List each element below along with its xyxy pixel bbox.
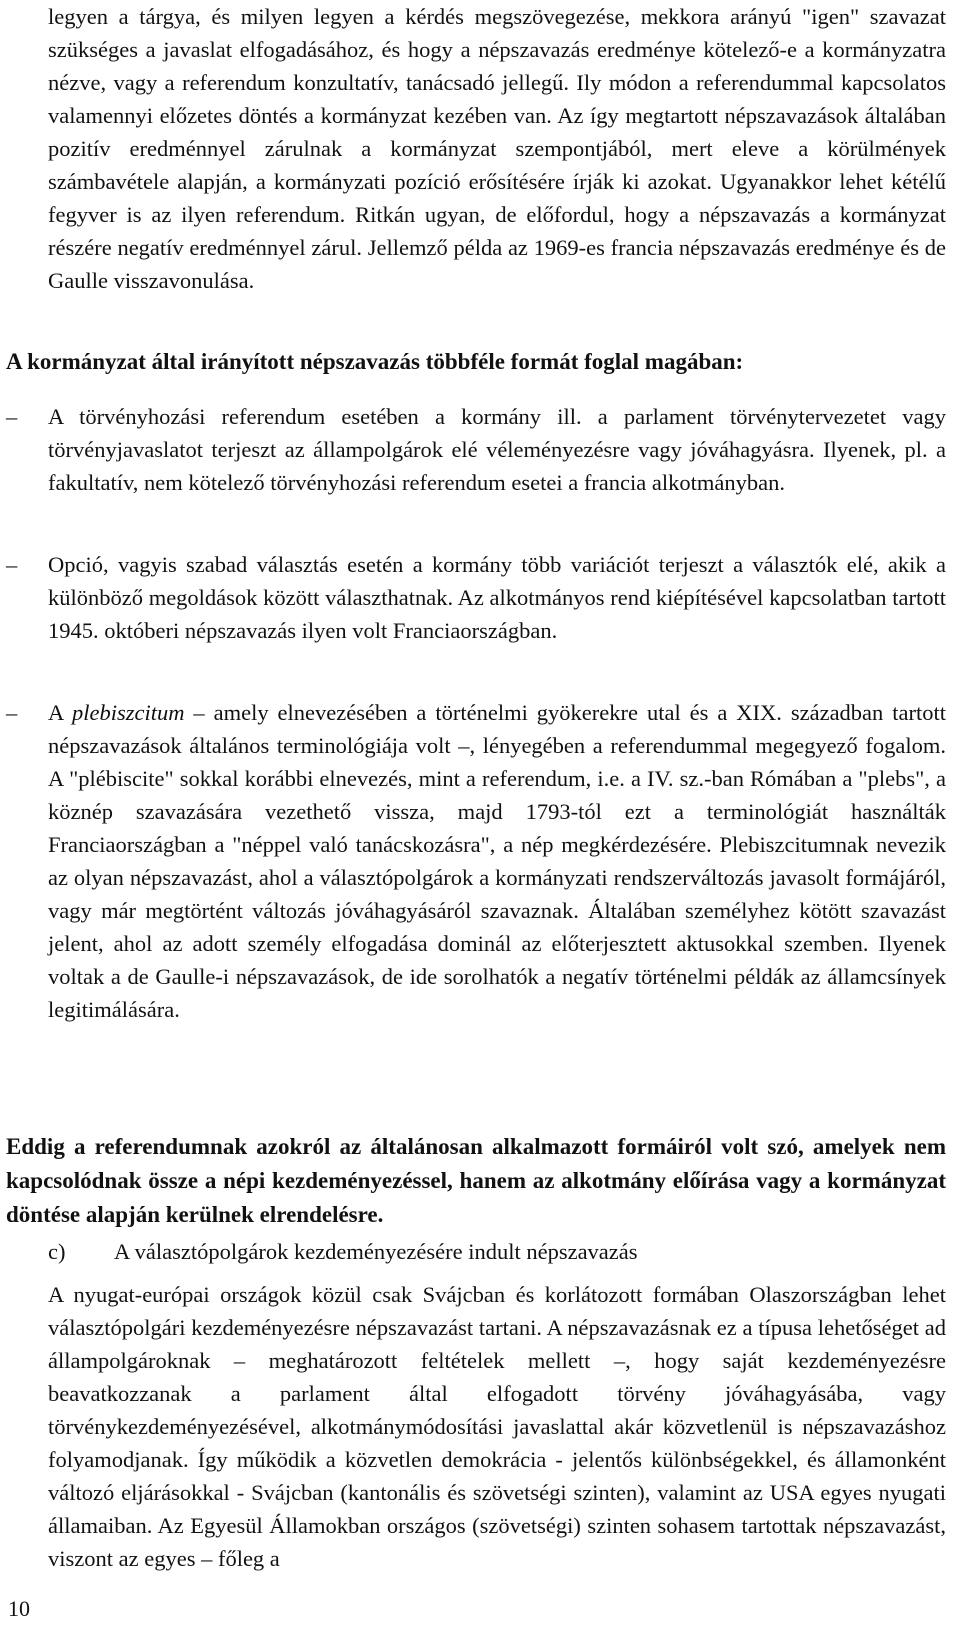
bullet-3-text <box>48 696 946 1026</box>
page-number: 10 <box>8 1596 30 1621</box>
bullet-dash-3: – <box>6 700 18 725</box>
section-c-label: c) <box>48 1239 66 1264</box>
final-paragraph: A nyugat-európai országok közül csak Svájcban és korlátozott formában Olaszországban lehet választópolgári kezdeményezésre népszavazást tartani. A népszavazásnak ez a típusa lehetőséget ad állampolgároknak – meghatározott feltételek mellett –, hogy saját kezdeményezésre beavatkozzanak a parlament által elfogadott törvény jóváhagyásába, vagy törvénykezdeményezésével, alkotmánymódosítási javaslattal akár közvetlenül is népszavazáshoz folyamodjanak. Így működik a közvetlen demokrácia - jelentős különbségekkel, és államonként változó eljárásokkal - Svájcban (kantonális és szövetségi szinten), valamint az USA egyes nyugati államaiban. Az Egyesül Államokban országos (szövetségi) szinten sohasem tartottak népszavazást, viszont az egyes – főleg a <box>48 1282 946 1571</box>
bullet-3-prefix: A <box>48 700 72 725</box>
heading-summary: Eddig a referendumnak azokról az általánosan alkalmazott formáiról volt szó, amelyek nem kapcsolódnak össze a népi kezdeményezéssel, hanem az alkotmány előírása vagy a kormányzat döntése alapján kerülnek elrendelésre. <box>6 1134 946 1227</box>
intro-paragraph: legyen a tárgya, és milyen legyen a kérdés megszövegezése, mekkora arányú "igen" szavazat szükséges a javaslat elfogadásához, és hogy a népszavazás eredménye kötelező-e a kormányzatra nézve, vagy a referendum konzultatív, tanácsadó jellegű. Ily módon a referendummal kapcsolatos valamennyi előzetes döntés a kormányzat kezében van. Az így megtartott népszavazások általában pozitív eredménnyel zárulnak a kormányzat szempontjából, mert eleve a körülmények számbavétele alapján, a kormányzati pozíció erősítésére írják ki azokat. Ugyanakkor lehet kétélű fegyver is az ilyen referendum. Ritkán ugyan, de előfordul, hogy a népszavazás a kormányzat részére negatív eredménnyel zárul. Jellemző példa az 1969-es francia népszavazás eredménye és de Gaulle visszavonulása. <box>48 4 946 293</box>
section-c-title: A választópolgárok kezdeményezésére indult népszavazás <box>114 1239 638 1264</box>
bullet-dash-1: – <box>6 404 18 429</box>
bullet-2-text: Opció, vagyis szabad választás esetén a kormány több variációt terjeszt a választók elé, akik a különböző megoldások között választhatnak. Az alkotmányos rend kiépítésével kapcsolatban tartott 1945. októberi népszavazás ilyen volt Franciaországban. <box>48 552 946 643</box>
heading-forms: A kormányzat által irányított népszavazás többféle formát foglal magában: <box>6 349 744 374</box>
bullet-dash-2: – <box>6 552 18 577</box>
bullet-3-rest: – amely elnevezésében a történelmi gyökerekre utal és a XIX. században tartott népszavazások általános terminológiája volt –, lényegében a referendummal megegyező fogalom. A "plébiscite" sokkal korábbi elnevezés, mint a referendum, i.e. a IV. sz.-ban Rómában a "plebs", a köznép szavazására vezethető vissza, majd 1793-tól ezt a terminológiát használták Franciaországban a "néppel való tanácskozásra", a nép megkérdezésére. Plebiszcitumnak nevezik az olyan népszavazást, ahol a választópolgárok a kormányzati rendszerváltozás javasolt formájáról, vagy már megtörtént változás jóváhagyásáról szavaznak. Általában személyhez kötött szavazást jelent, ahol az adott személy elfogadása dominál az előterjesztett aktusokkal szemben. Ilyenek voltak a de Gaulle-i népszavazások, de ide sorolhatók a negatív történelmi példák az államcsínyek legitimálására. <box>48 700 946 1022</box>
bullet-1-text: A törvényhozási referendum esetében a kormány ill. a parlament törvénytervezetet vagy törvényjavaslatot terjeszt az állampolgárok elé véleményezésre vagy jóváhagyásra. Ilyenek, pl. a fakultatív, nem kötelező törvényhozási referendum esetei a francia alkotmányban. <box>48 404 946 495</box>
plebiszcitum-term: plebiszcitum <box>71 700 185 725</box>
